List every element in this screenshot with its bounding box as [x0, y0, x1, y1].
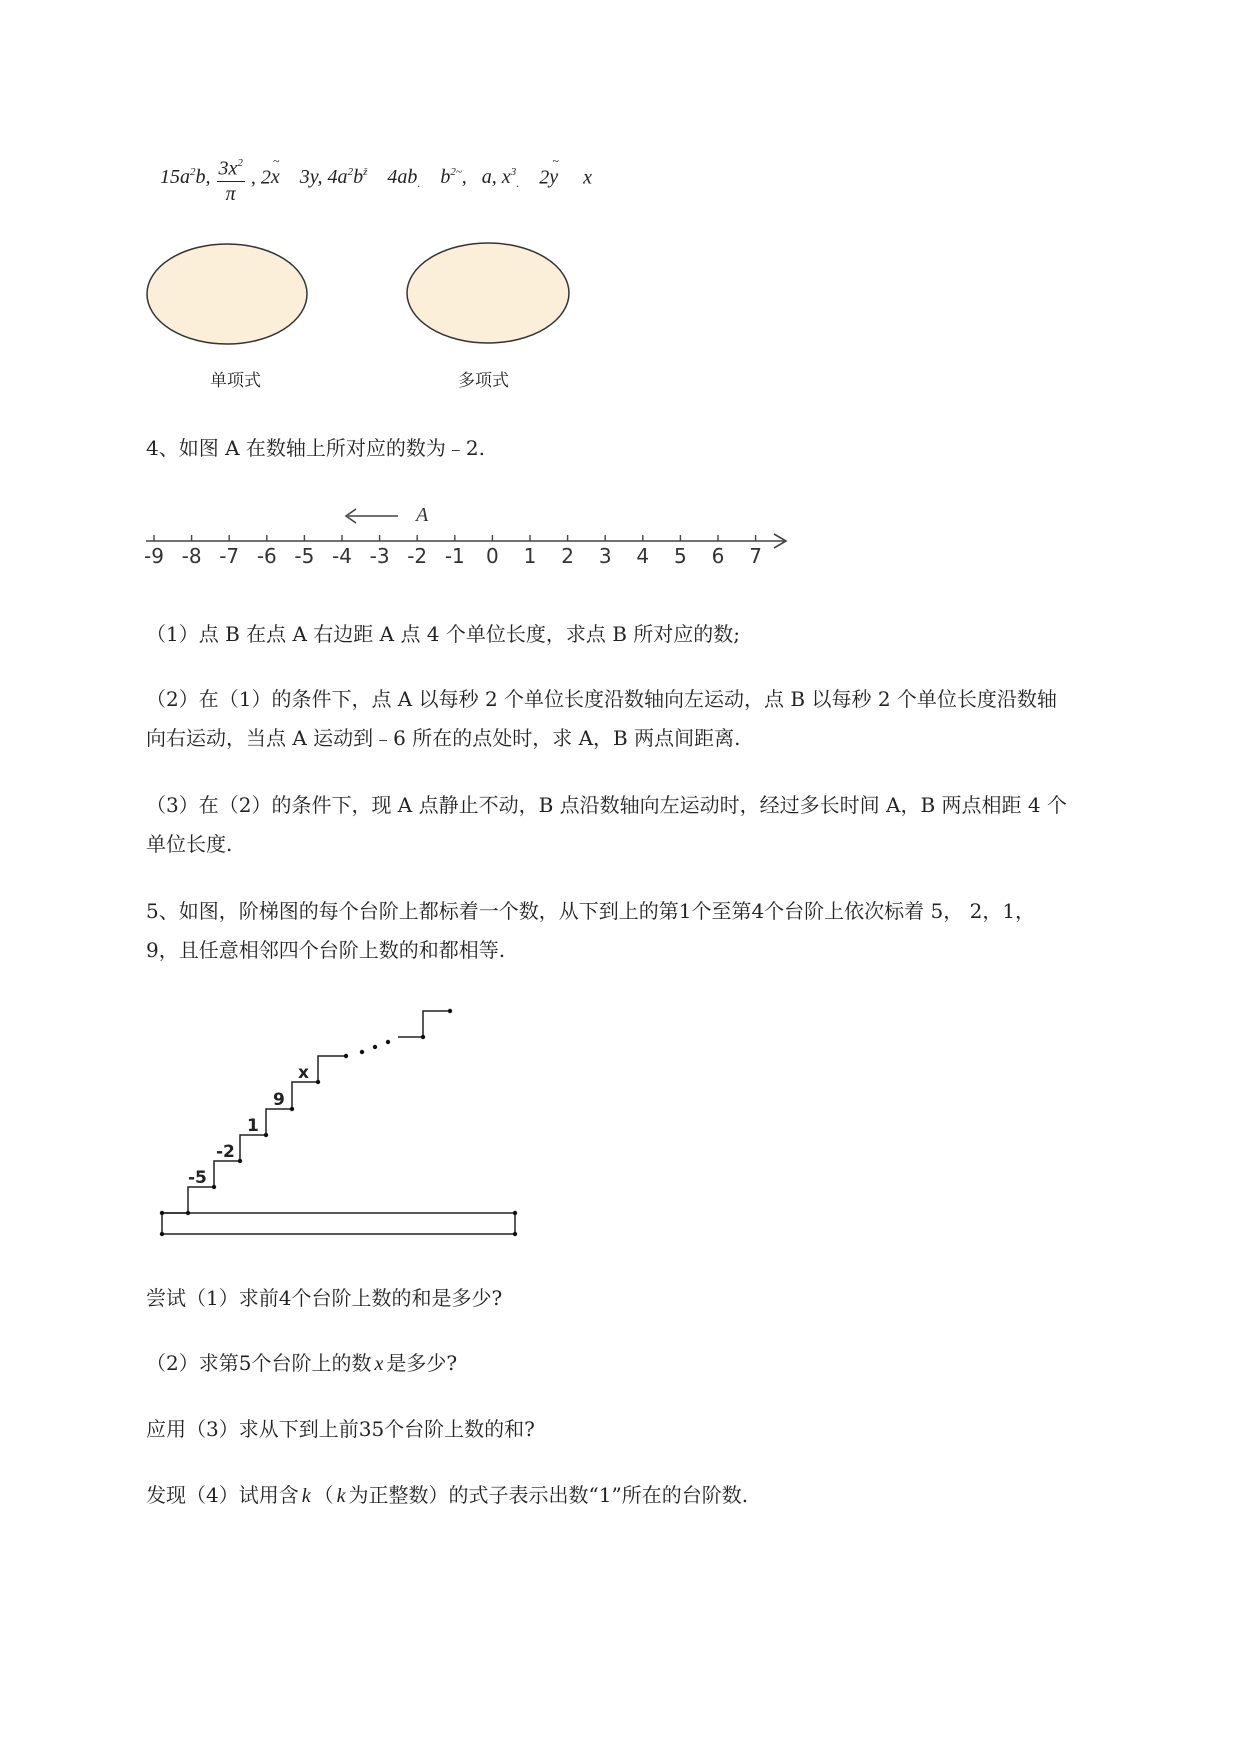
tick-label: -8: [181, 544, 202, 568]
q5-line1: 5、如图，阶梯图的每个台阶上都标着一个数，从下到上的第1个至第4个台阶上依次标着 5， 2，1，: [146, 899, 1036, 923]
q5-part4: 发现（4）试用含 k （ k 为正整数）的式子表示出数“1”所在的台阶数.: [146, 1483, 749, 1507]
tick-label: -9: [144, 544, 164, 568]
q4-part3-line2: 单位长度.: [146, 832, 233, 856]
term-a-x3: a, $x^3_.$: [481, 165, 520, 191]
tick-label: 1: [523, 544, 537, 568]
step-label-2: -2: [216, 1142, 235, 1162]
tick-label: 0: [486, 544, 499, 568]
term-2y: 2y ~: [539, 154, 559, 189]
step-corner-dots: [160, 1009, 517, 1236]
number-line: [140, 495, 800, 570]
tick-label: 6: [711, 544, 725, 568]
tick-label: 2: [561, 544, 574, 568]
term-15a2b: $15a^2b$,: [160, 165, 211, 189]
polynomial-label: 多项式: [458, 371, 509, 391]
tick-label: -2: [407, 544, 428, 568]
q4-title: 4、如图 A 在数轴上所对应的数为﹣2.: [146, 436, 485, 460]
tick-label: 4: [636, 544, 650, 568]
q4-part2-line2: 向右运动，当点 A 运动到﹣6 所在的点处时，求 A，B 两点间距离.: [146, 726, 741, 750]
staircase-base: [162, 1213, 515, 1234]
q4-part2-line1: （2）在（1）的条件下，点 A 以每秒 2 个单位长度沿数轴向左运动，点 B 以每秒 2 个单位长度沿数轴: [146, 687, 1057, 711]
polynomial-oval: [407, 243, 569, 343]
term-b2: $b^{2\sim}$,: [440, 165, 467, 189]
staircase-top-step: [398, 1011, 450, 1037]
monomial-label: 单项式: [210, 371, 261, 391]
step-label-3: 1: [247, 1116, 259, 1136]
q5-part1: 尝试（1）求前4个台阶上数的和是多少?: [146, 1286, 503, 1310]
ellipsis-dots: [360, 1040, 390, 1054]
monomial-oval: [147, 244, 307, 344]
q5-line2: 9，且任意相邻四个台阶上数的和都相等.: [146, 938, 506, 962]
q5-part3: 应用（3）求从下到上前35个台阶上数的和?: [146, 1417, 535, 1441]
q5-part2: （2）求第5个台阶上的数 x 是多少?: [146, 1351, 458, 1375]
term-3y-4a2b: 3y, $4a^2b^ž$: [299, 165, 368, 189]
expression-line: [160, 152, 592, 206]
tick-label: -3: [369, 544, 390, 568]
term-x: x: [583, 166, 592, 189]
tick-label: 7: [749, 544, 762, 568]
q4-part3-line1: （3）在（2）的条件下，现 A 点静止不动，B 点沿数轴向左运动时，经过多长时间 A，B 两点相距 4 个: [146, 793, 1067, 817]
step-label-1: -5: [188, 1168, 207, 1188]
step-label-5: x: [298, 1063, 309, 1083]
q4-part1: （1）点 B 在点 A 右边距 A 点 4 个单位长度，求点 B 所对应的数;: [146, 622, 741, 646]
term-2x: , 2x ~: [250, 154, 280, 189]
tick-label: 5: [674, 544, 687, 568]
term-4ab: $4ab_.$: [387, 166, 421, 191]
tick-label: -5: [294, 544, 315, 568]
tick-label: -6: [256, 544, 277, 568]
tick-label: -1: [444, 544, 465, 568]
tick-label: -4: [332, 544, 352, 568]
tick-label: -7: [219, 544, 240, 568]
staircase-diagram: [140, 990, 540, 1240]
step-label-4: 9: [273, 1090, 285, 1110]
tick-label: 3: [598, 544, 612, 568]
classification-ovals: [140, 240, 600, 360]
point-a-label: A: [416, 504, 429, 526]
fraction-3x2-over-pi: $\frac{3x^2}{\pi}$: [217, 152, 245, 206]
